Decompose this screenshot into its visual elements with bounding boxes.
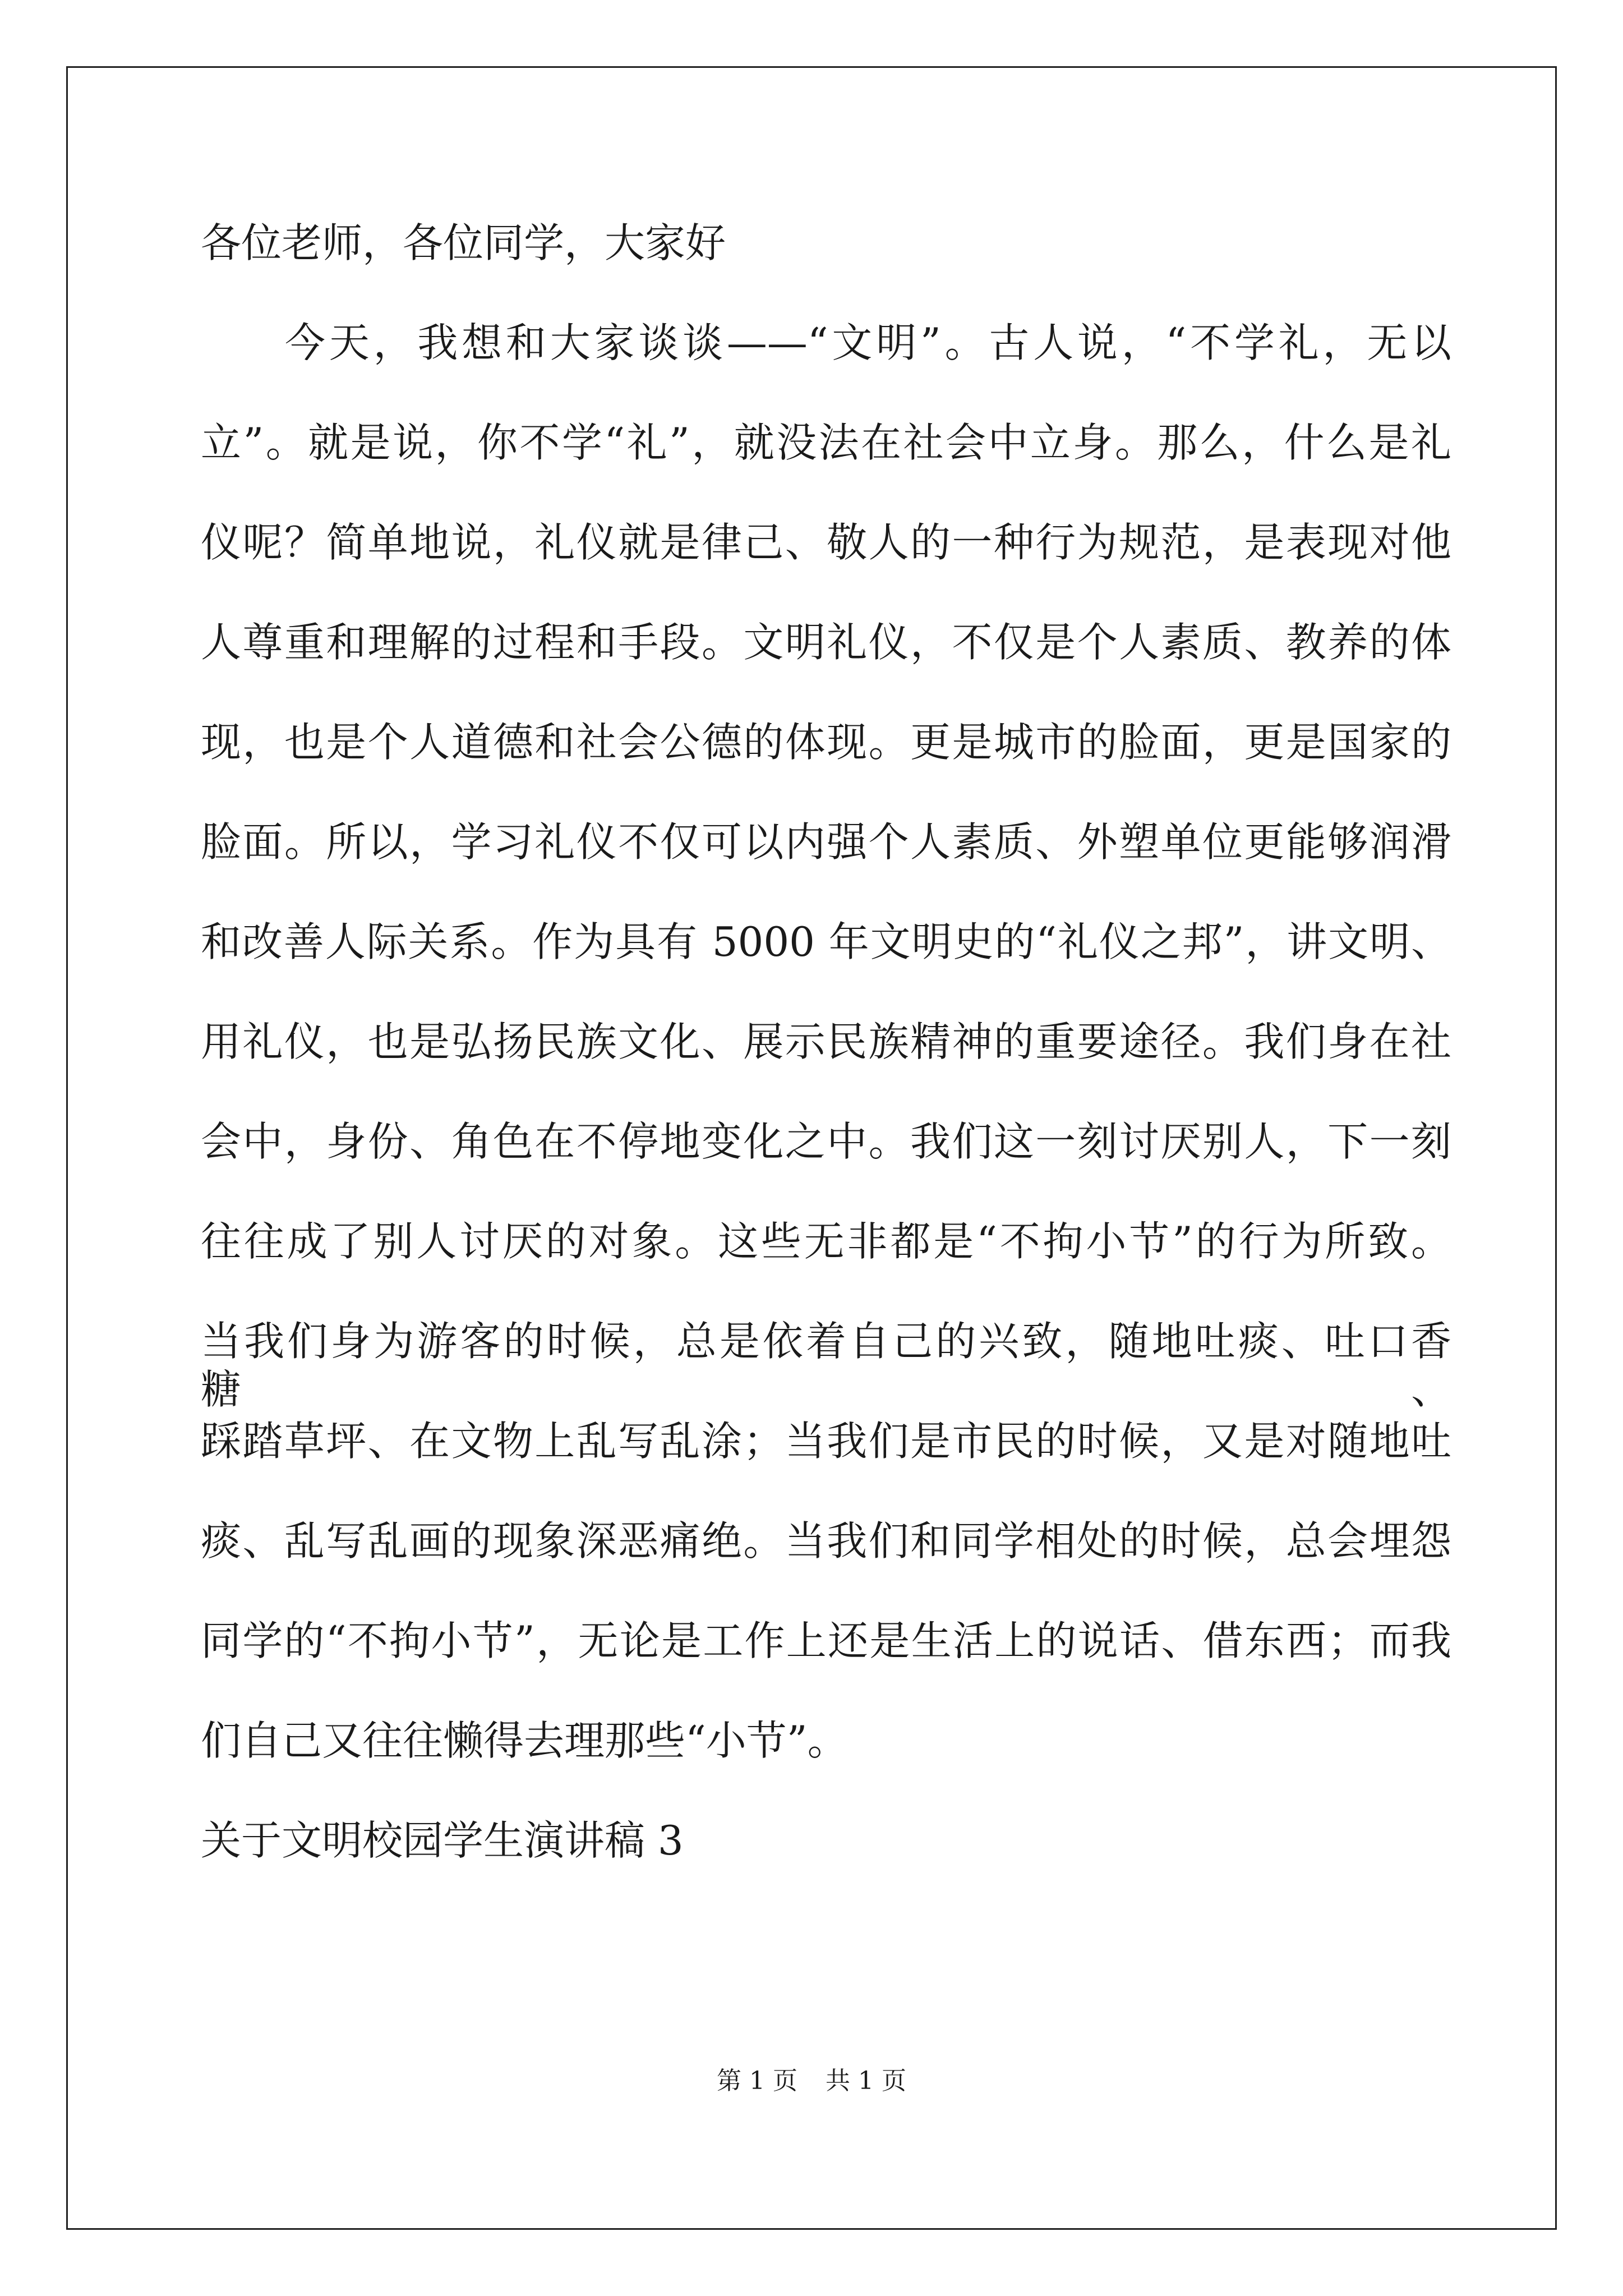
page-footer bbox=[0, 2064, 1623, 2098]
paragraph-line: 们自己又往往懒得去理那些“小节”。 bbox=[201, 1717, 848, 1764]
page-total: 共 1 页 bbox=[826, 2067, 906, 2095]
paragraph-line: 当我们身为游客的时候，总是依着自己的兴致，随地吐痰、吐口香糖、 bbox=[201, 1318, 1451, 1413]
paragraph-line: 脸面。所以，学习礼仪不仅可以内强个人素质、外塑单位更能够润滑 bbox=[201, 818, 1451, 866]
paragraph-line: 现，也是个人道德和社会公德的体现。更是城市的脸面，更是国家的 bbox=[201, 719, 1451, 766]
paragraph-line: 踩踏草坪、在文物上乱写乱涂；当我们是市民的时候，又是对随地吐 bbox=[201, 1418, 1451, 1465]
paragraph-line: 和改善人际关系。作为具有 5000 年文明史的“礼仪之邦”，讲文明、 bbox=[201, 918, 1451, 965]
section-title: 关于文明校园学生演讲稿 3 bbox=[201, 1817, 684, 1864]
paragraph-line: 痰、乱写乱画的现象深恶痛绝。当我们和同学相处的时候，总会埋怨 bbox=[201, 1517, 1451, 1565]
paragraph-line: 仪呢？简单地说，礼仪就是律己、敬人的一种行为规范，是表现对他 bbox=[201, 519, 1451, 566]
paragraph-line: 用礼仪，也是弘扬民族文化、展示民族精神的重要途径。我们身在社 bbox=[201, 1018, 1451, 1065]
paragraph-line: 今天，我想和大家谈谈——“文明”。古人说，“不学礼，无以 bbox=[285, 319, 1451, 366]
greeting-line: 各位老师，各位同学，大家好 bbox=[201, 219, 726, 266]
paragraph-line: 往往成了别人讨厌的对象。这些无非都是“不拘小节”的行为所致。 bbox=[201, 1218, 1451, 1265]
paragraph-line: 会中，身份、角色在不停地变化之中。我们这一刻讨厌别人，下一刻 bbox=[201, 1118, 1451, 1165]
paragraph-line: 人尊重和理解的过程和手段。文明礼仪，不仅是个人素质、教养的体 bbox=[201, 619, 1451, 666]
paragraph-line: 同学的“不拘小节”，无论是工作上还是生活上的说话、借东西；而我 bbox=[201, 1617, 1451, 1664]
paragraph-line: 立”。就是说，你不学“礼”，就没法在社会中立身。那么，什么是礼 bbox=[201, 419, 1451, 466]
page-number: 第 1 页 bbox=[717, 2067, 797, 2095]
document-body bbox=[201, 219, 1451, 1916]
